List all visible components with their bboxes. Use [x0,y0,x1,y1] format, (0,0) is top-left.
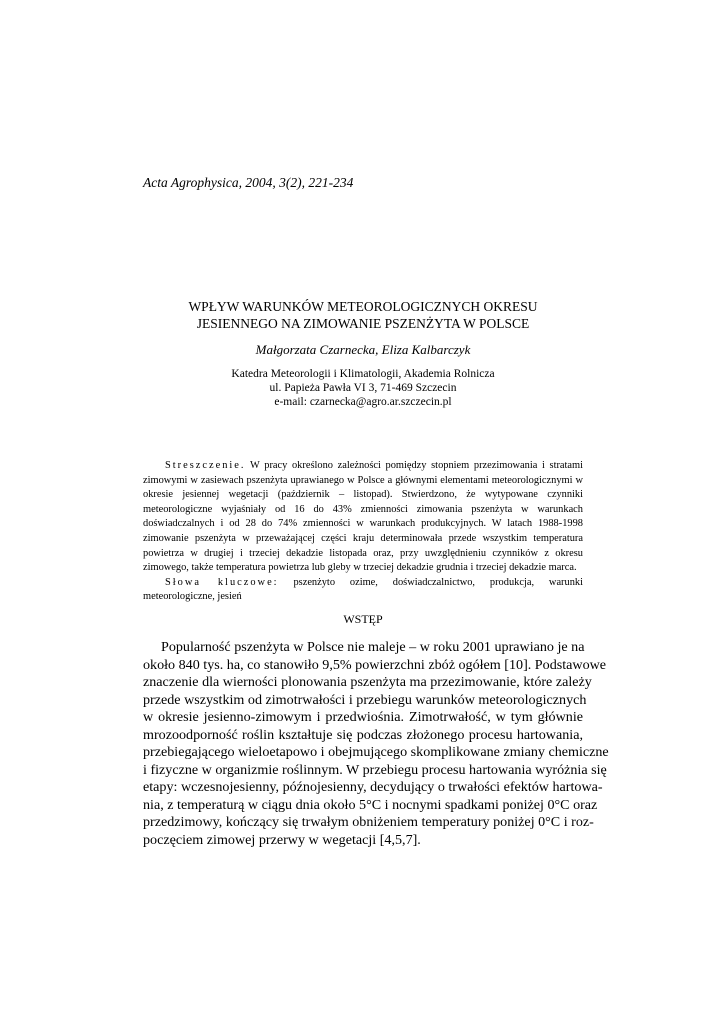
body-line: w okresie jesienno-zimowym i przedwiośnia. Zimotrwałość, w tym głównie [143,709,583,726]
authors: Małgorzata Czarnecka, Eliza Kalbarczyk [255,342,471,357]
body-line: około 840 tys. ha, co stanowiło 9,5% powierzchni zbóż ogółem [10]. Podstawowe [143,656,607,673]
affiliation-address: ul. Papieża Pawła VI 3, 71-469 Szczecin [269,382,457,394]
body-line: etapy: wczesnojesienny, późnojesienny, decydujący o trwałości efektów hartowa- [143,779,603,796]
section-heading: WSTĘP [343,612,383,626]
abstract-paragraph [143,459,583,576]
keywords-label: Słowa kluczowe: [165,576,279,588]
affiliation-dept: Katedra Meteorologii i Klimatologii, Akademia Rolnicza [231,368,495,380]
title-line: JESIENNEGO NA ZIMOWANIE PSZENŻYTA W POLSCE [196,316,530,331]
body-line: Popularność pszenżyta w Polsce nie maleje – w roku 2001 uprawiano je na [161,639,585,655]
body-line: nia, z temperaturą w ciągu dnia około 5°C i nocnymi spadkami poniżej 0°C oraz [143,796,598,813]
body-line: przebiegającego wieloetapowo i obejmującego skomplikowane zmiany chemiczne [143,744,609,761]
affiliation-email: e-mail: czarnecka@agro.ar.szczecin.pl [274,396,452,408]
title-line: WPŁYW WARUNKÓW METEOROLOGICZNYCH OKRESU [188,299,538,314]
journal-citation: Acta Agrophysica, 2004, 3(2), 221-234 [143,175,354,190]
body-line: przede wszystkim od zimotrwałości i przebiegu warunków meteorologicznych [143,691,587,708]
keywords-paragraph [143,576,583,605]
article-title [143,298,583,332]
abstract [143,459,583,605]
affiliation [143,367,583,409]
body-line: przedzimowy, kończący się trwałym obniżeniem temperatury poniżej 0°C i roz- [143,814,594,831]
intro-body [143,639,609,850]
keywords-text: pszenżyto ozime, doświadczalnictwo, produkcja, warunki meteorologiczne, jesień [143,576,583,603]
body-line: poczęciem zimowej przerwy w wegetacji [4,5,7]. [143,832,421,849]
body-line: znaczenie dla wierności plonowania pszenżyta ma przezimowanie, które zależy [143,674,592,691]
body-line: i fizyczne w organizmie roślinnym. W przebiegu procesu hartowania wyróżnia się [143,761,607,778]
body-line: mrozoodporność roślin kształtuje się podczas złożonego procesu hartowania, [143,726,583,743]
abstract-text: W pracy określono zależności pomiędzy stopniem przezimowania i stratami zimowymi w zasiewach pszenżyta uprawianego w Polsce a głównymi elementami meteorologicznymi w okresie jesiennej wegetacji (październik – listopad). Stwierdzono, że wytypowane czynniki meteorologiczne wyjaśniały od 16 do 43% zmienności zimowania pszenżyta w warunkach doświadczalnych i od 28 do 74% zmienności w warunkach produkcyjnych. W latach 1988-1998 zimowanie pszenżyta w przeważającej części kraju determinowała przede wszystkim temperatura powietrza w drugiej i trzeciej dekadzie listopada oraz, przy uwzględnieniu czynników z okresu zimowego, także temperatura powietrza lub gleby w trzeciej dekadzie grudnia i trzeciej dekadzie marca. [143,460,583,574]
abstract-label: Streszczenie. [165,460,246,471]
